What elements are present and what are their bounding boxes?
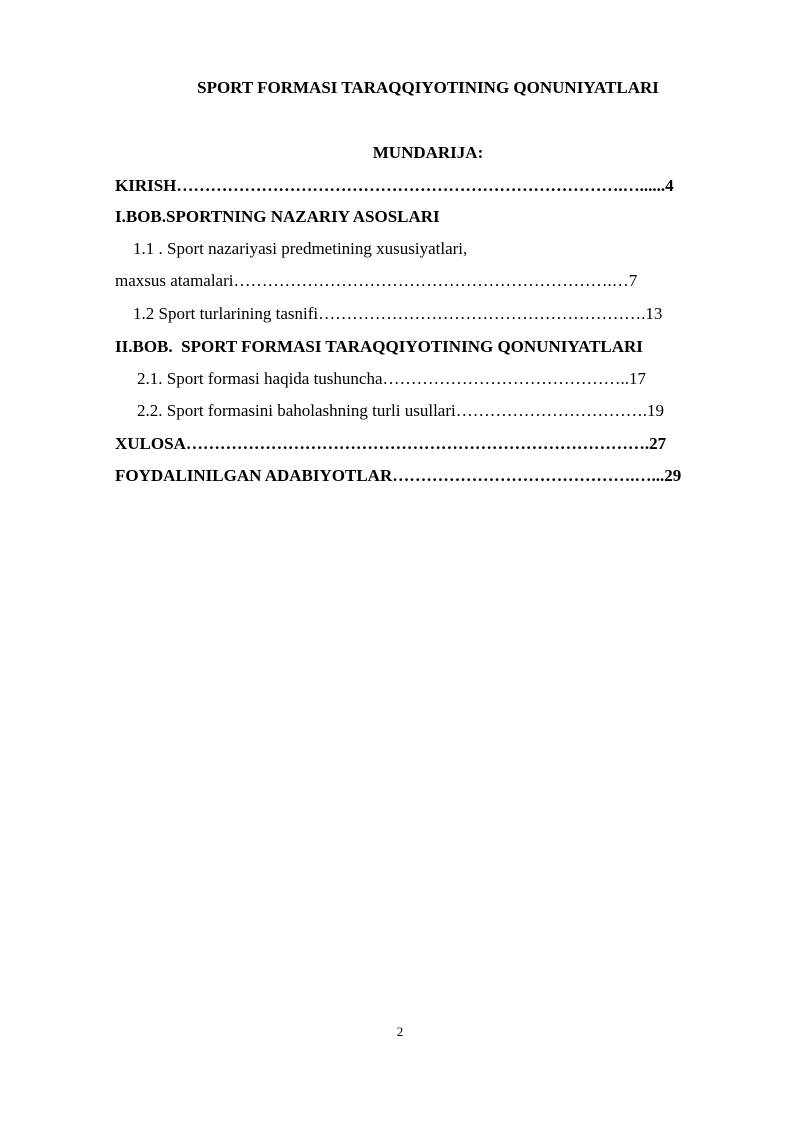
toc-heading: MUNDARIJA: (372, 143, 484, 162)
toc-entry-1-1: 1.1 . Sport nazariyasi predmetining xususiyatlari, (133, 239, 468, 258)
toc-entry-kirish: KIRISH…………………………………………………………………….…......4 (115, 176, 674, 195)
toc-entry-2-2: 2.2. Sport formasini baholashning turli usullari…………………………….19 (137, 401, 664, 420)
page-number: 2 (396, 1024, 404, 1039)
toc-entry-adabiyotlar: FOYDALINILGAN ADABIYOTLAR…………………………………….…...29 (115, 466, 682, 485)
toc-entry-2-1: 2.1. Sport formasi haqida tushuncha……………………………………..17 (137, 369, 647, 388)
toc-entry-1-1-cont: maxsus atamalari………………………………………………………….…7 (115, 271, 638, 290)
toc-chapter-1: I.BOB.SPORTNING NAZARIY ASOSLARI (115, 207, 440, 226)
toc-entry-xulosa: XULOSA……………………………………………………………………….27 (115, 434, 667, 453)
toc-entry-1-2: 1.2 Sport turlarining tasnifi………………………………………………….13 (133, 304, 663, 323)
document-title: SPORT FORMASI TARAQQIYOTINING QONUNIYATLARI (197, 78, 659, 97)
toc-chapter-2: II.BOB. SPORT FORMASI TARAQQIYOTINING QONUNIYATLARI (115, 337, 643, 356)
